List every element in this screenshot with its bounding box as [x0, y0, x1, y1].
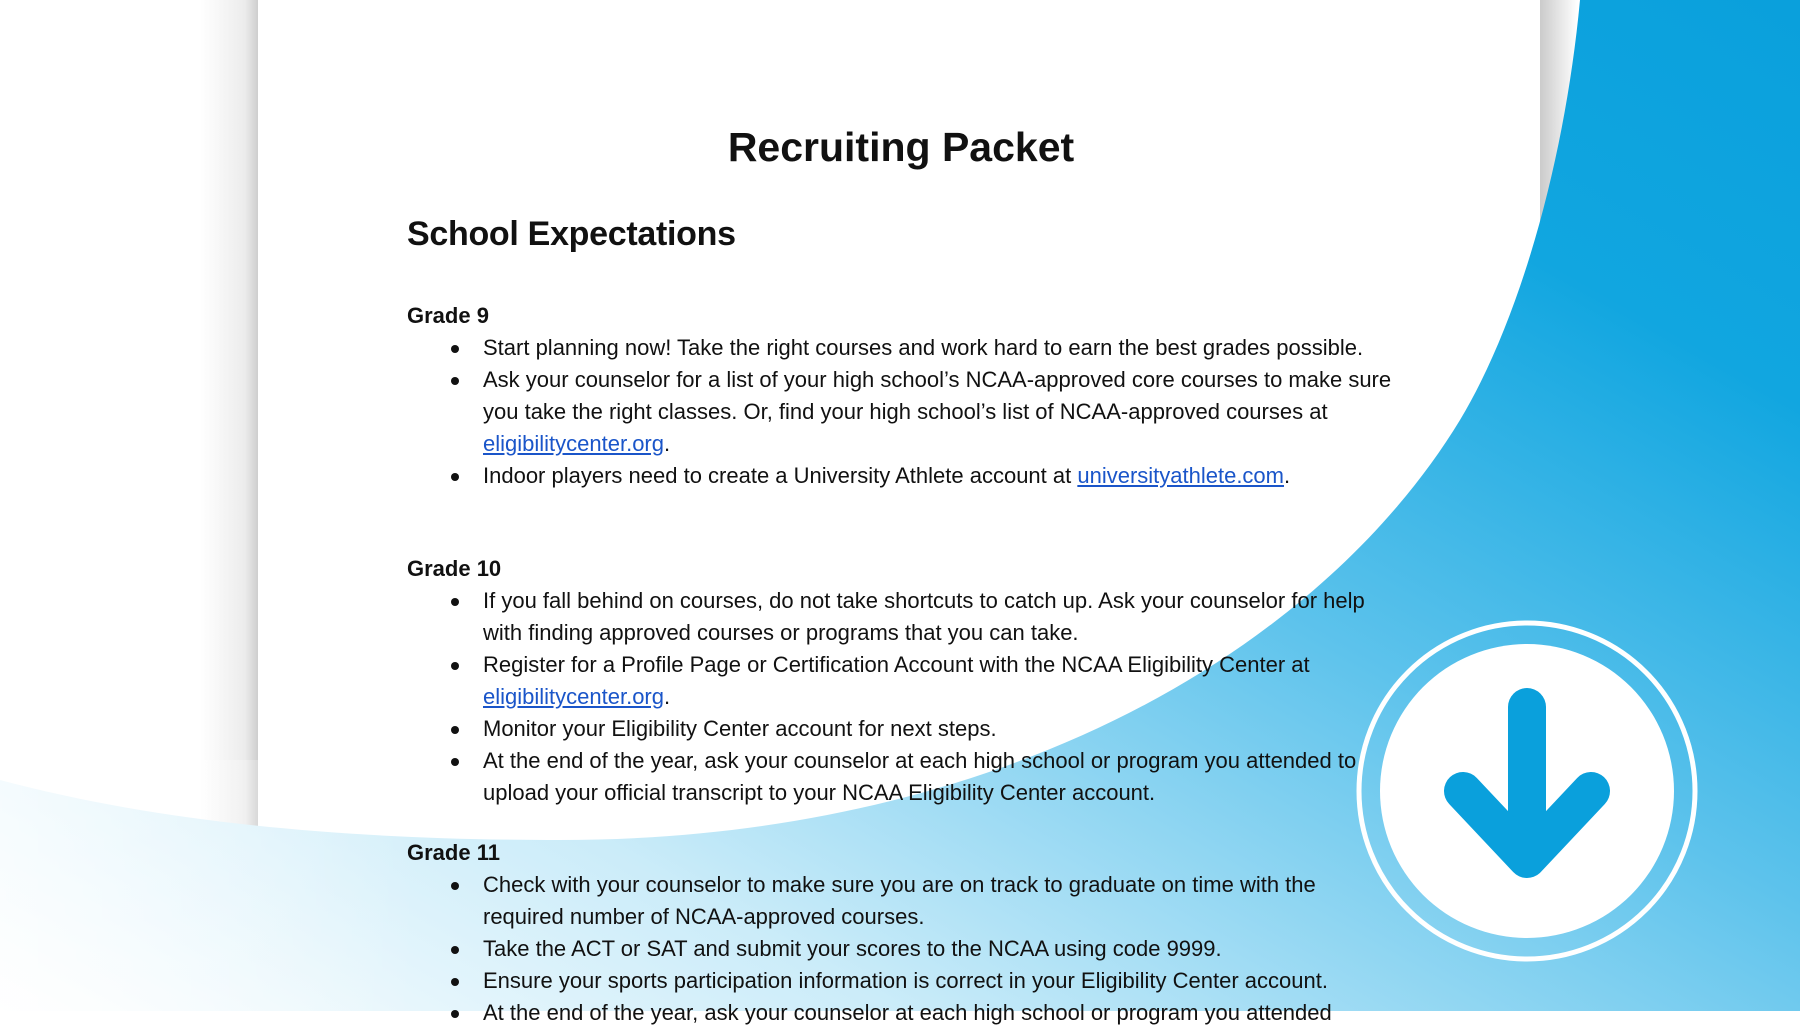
item-text: Indoor players need to create a University Athlete account at — [483, 463, 1078, 488]
grade-10-list — [407, 585, 1397, 809]
bullet-icon — [451, 662, 459, 670]
section-heading: School Expectations — [407, 215, 736, 253]
university-athlete-link[interactable]: universityathlete.com — [1077, 463, 1284, 488]
bullet-icon — [451, 345, 459, 353]
item-text: Start planning now! Take the right courses and work hard to earn the best grades possible. — [483, 335, 1364, 360]
item-text: If you fall behind on courses, do not take shortcuts to catch up. Ask your counselor for help with finding approved courses or programs that you can take. — [483, 588, 1365, 645]
item-text: Ask your counselor for a list of your high school’s NCAA-approved core courses to make sure you take the right classes. Or, find your high school’s list of NCAA-approved courses at — [483, 367, 1392, 424]
list-item — [407, 332, 1397, 364]
list-item — [407, 933, 1397, 965]
bullet-icon — [451, 598, 459, 606]
list-item — [407, 965, 1397, 997]
bullet-icon — [451, 978, 459, 986]
eligibility-center-link[interactable]: eligibilitycenter.org — [483, 684, 664, 709]
bullet-icon — [451, 473, 459, 481]
document-title: Recruiting Packet — [727, 124, 1075, 170]
list-item — [407, 649, 1397, 713]
item-text: Monitor your Eligibility Center account for next steps. — [483, 716, 997, 741]
grade-10-heading: Grade 10 — [407, 556, 502, 581]
bullet-icon — [451, 377, 459, 385]
grade-9-heading: Grade 9 — [407, 303, 489, 328]
list-item — [407, 713, 1397, 745]
item-text-end: . — [1284, 463, 1291, 488]
list-item — [407, 745, 1397, 809]
item-text-end: . — [663, 684, 671, 709]
bullet-icon — [451, 726, 459, 734]
item-text: At the end of the year, ask your counselor at each high school or program you attended — [483, 1000, 1332, 1025]
list-item — [407, 460, 1397, 492]
eligibility-center-link[interactable]: eligibilitycenter.org — [483, 431, 664, 456]
grade-11-list — [407, 869, 1397, 1029]
list-item — [407, 869, 1397, 933]
item-text: Check with your counselor to make sure you are on track to graduate on time with the required number of NCAA-approved courses. — [483, 872, 1316, 929]
list-item — [407, 364, 1397, 460]
download-button[interactable] — [1355, 619, 1699, 963]
grade-11-heading: Grade 11 — [407, 840, 500, 865]
list-item — [407, 585, 1397, 649]
bullet-icon — [451, 882, 459, 890]
list-item — [407, 997, 1397, 1029]
item-text: Register for a Profile Page or Certification Account with the NCAA Eligibility Center at — [483, 652, 1310, 677]
item-text: Ensure your sports participation information is correct in your Eligibility Center account. — [483, 968, 1328, 993]
bullet-icon — [451, 1010, 459, 1018]
bullet-icon — [451, 758, 459, 766]
grade-9-list — [407, 332, 1397, 492]
item-text: At the end of the year, ask your counselor at each high school or program you attended to upload your official transcript to your NCAA Eligibility Center account. — [483, 748, 1357, 805]
item-text-end: . — [663, 431, 671, 456]
item-text: Take the ACT or SAT and submit your scores to the NCAA using code 9999. — [483, 936, 1222, 961]
bullet-icon — [451, 946, 459, 954]
